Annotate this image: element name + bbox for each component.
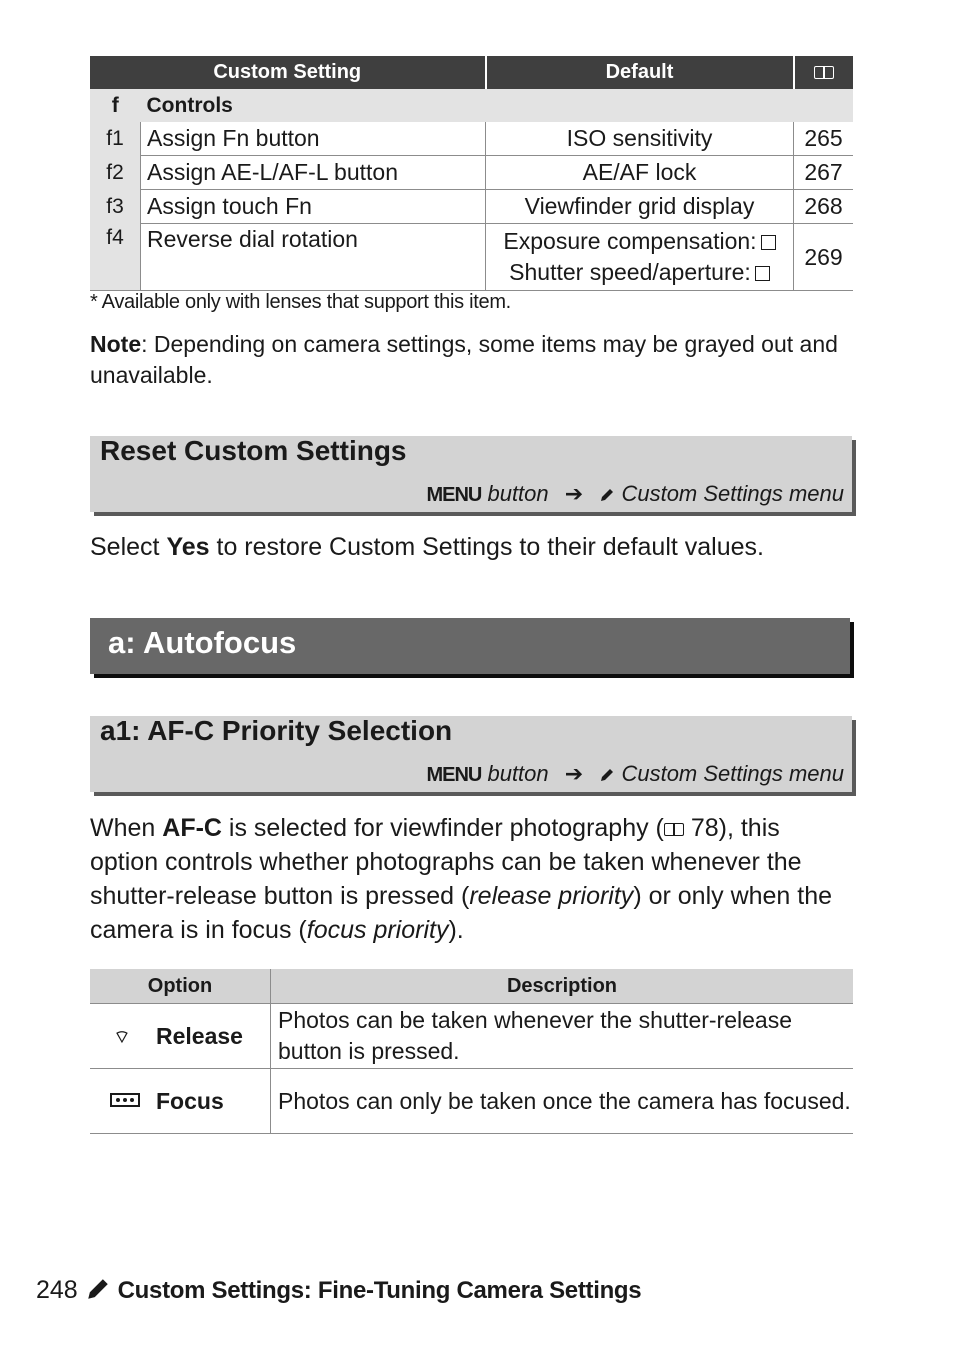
option-cell xyxy=(90,1069,271,1134)
header-custom-setting: Custom Setting xyxy=(90,56,486,89)
pencil-icon xyxy=(85,1276,111,1302)
text-span: to restore Custom Settings to their default values. xyxy=(209,533,764,561)
release-priority-term: release priority xyxy=(469,882,634,910)
group-letter: f xyxy=(90,89,141,122)
setting-page: 265 xyxy=(794,122,854,156)
section-title: a1: AF-C Priority Selection xyxy=(100,715,453,746)
setting-page: 267 xyxy=(794,156,854,190)
page-number: 248 xyxy=(36,1276,78,1304)
menu-path xyxy=(426,761,844,787)
yes-keyword: Yes xyxy=(166,533,210,561)
pencil-icon xyxy=(599,487,615,503)
table-row xyxy=(90,1004,853,1069)
release-icon: ⌔ xyxy=(113,1026,131,1047)
book-icon xyxy=(814,66,834,79)
menu-keyword: MENU xyxy=(426,764,482,786)
setting-default: AE/AF lock xyxy=(486,156,794,190)
autofocus-banner xyxy=(90,618,850,674)
page-footer xyxy=(36,1276,641,1305)
pencil-icon xyxy=(599,767,615,783)
default-line-2: Shutter speed/aperture: xyxy=(509,259,751,285)
button-word: button xyxy=(487,481,549,506)
text-span: is selected for viewfinder photography ( xyxy=(221,814,664,842)
section-title: Reset Custom Settings xyxy=(100,435,407,466)
menu-path xyxy=(426,481,844,507)
setting-default: Viewfinder grid display xyxy=(486,190,794,224)
a1-paragraph xyxy=(90,811,850,947)
button-word: button xyxy=(487,761,549,786)
focus-priority-term: focus priority xyxy=(306,916,449,944)
table-row xyxy=(90,190,853,224)
footer-title: Custom Settings: Fine-Tuning Camera Settings xyxy=(117,1277,642,1304)
afc-keyword: AF-C xyxy=(162,814,222,842)
option-label: Release xyxy=(156,1022,243,1049)
setting-name: Reverse dial rotation xyxy=(141,224,486,291)
setting-default xyxy=(486,224,794,291)
group-name: Controls xyxy=(141,89,854,122)
table-row xyxy=(90,122,853,156)
footnote: * Available only with lenses that support this item. xyxy=(90,291,511,313)
note-text: : Depending on camera settings, some items may be grayed out and unavailable. xyxy=(90,331,838,388)
custom-settings-table xyxy=(90,56,853,291)
text-span: 78), this option controls whether photographs can be taken whenever the shutter-release button is pressed ( xyxy=(90,814,802,910)
banner-title: a: Autofocus xyxy=(108,625,297,660)
menu-name: Custom Settings menu xyxy=(621,761,844,786)
option-label: Focus xyxy=(156,1087,224,1114)
setting-name: Assign touch Fn xyxy=(141,190,486,224)
header-description: Description xyxy=(271,969,854,1004)
setting-name: Assign AE-L/AF-L button xyxy=(141,156,486,190)
menu-name: Custom Settings menu xyxy=(621,481,844,506)
setting-id: f1 xyxy=(90,122,141,156)
note-paragraph xyxy=(90,329,860,391)
option-table xyxy=(90,969,853,1134)
table-row xyxy=(90,224,853,291)
focus-icon xyxy=(110,1092,134,1113)
setting-id: f4 xyxy=(90,224,141,291)
square-icon xyxy=(761,235,776,250)
header-default: Default xyxy=(486,56,794,89)
note-label: Note xyxy=(90,331,142,357)
text-span: ) or only when the camera is in focus ( xyxy=(90,882,833,944)
default-line-1: Exposure compensation: xyxy=(503,228,757,254)
text-span: Select xyxy=(90,533,167,561)
reset-section-header xyxy=(90,436,852,512)
square-icon xyxy=(755,266,770,281)
book-icon xyxy=(664,823,684,836)
header-page xyxy=(794,56,854,89)
table-row xyxy=(90,1069,853,1134)
setting-id: f3 xyxy=(90,190,141,224)
setting-id: f2 xyxy=(90,156,141,190)
option-cell xyxy=(90,1004,271,1069)
a1-section-header xyxy=(90,716,852,792)
reset-paragraph xyxy=(90,530,764,564)
option-description: Photos can be taken whenever the shutter-release button is pressed. xyxy=(271,1004,854,1069)
text-span: ). xyxy=(448,916,464,944)
arrow-icon: ➔ xyxy=(564,481,584,506)
setting-default: ISO sensitivity xyxy=(486,122,794,156)
text-span: When xyxy=(90,814,163,842)
arrow-icon: ➔ xyxy=(564,761,584,786)
setting-page: 269 xyxy=(794,224,854,291)
setting-name: Assign Fn button xyxy=(141,122,486,156)
option-description: Photos can only be taken once the camera has focused. xyxy=(271,1069,854,1134)
menu-keyword: MENU xyxy=(426,484,482,506)
header-option: Option xyxy=(90,969,271,1004)
setting-page: 268 xyxy=(794,190,854,224)
table-row xyxy=(90,156,853,190)
